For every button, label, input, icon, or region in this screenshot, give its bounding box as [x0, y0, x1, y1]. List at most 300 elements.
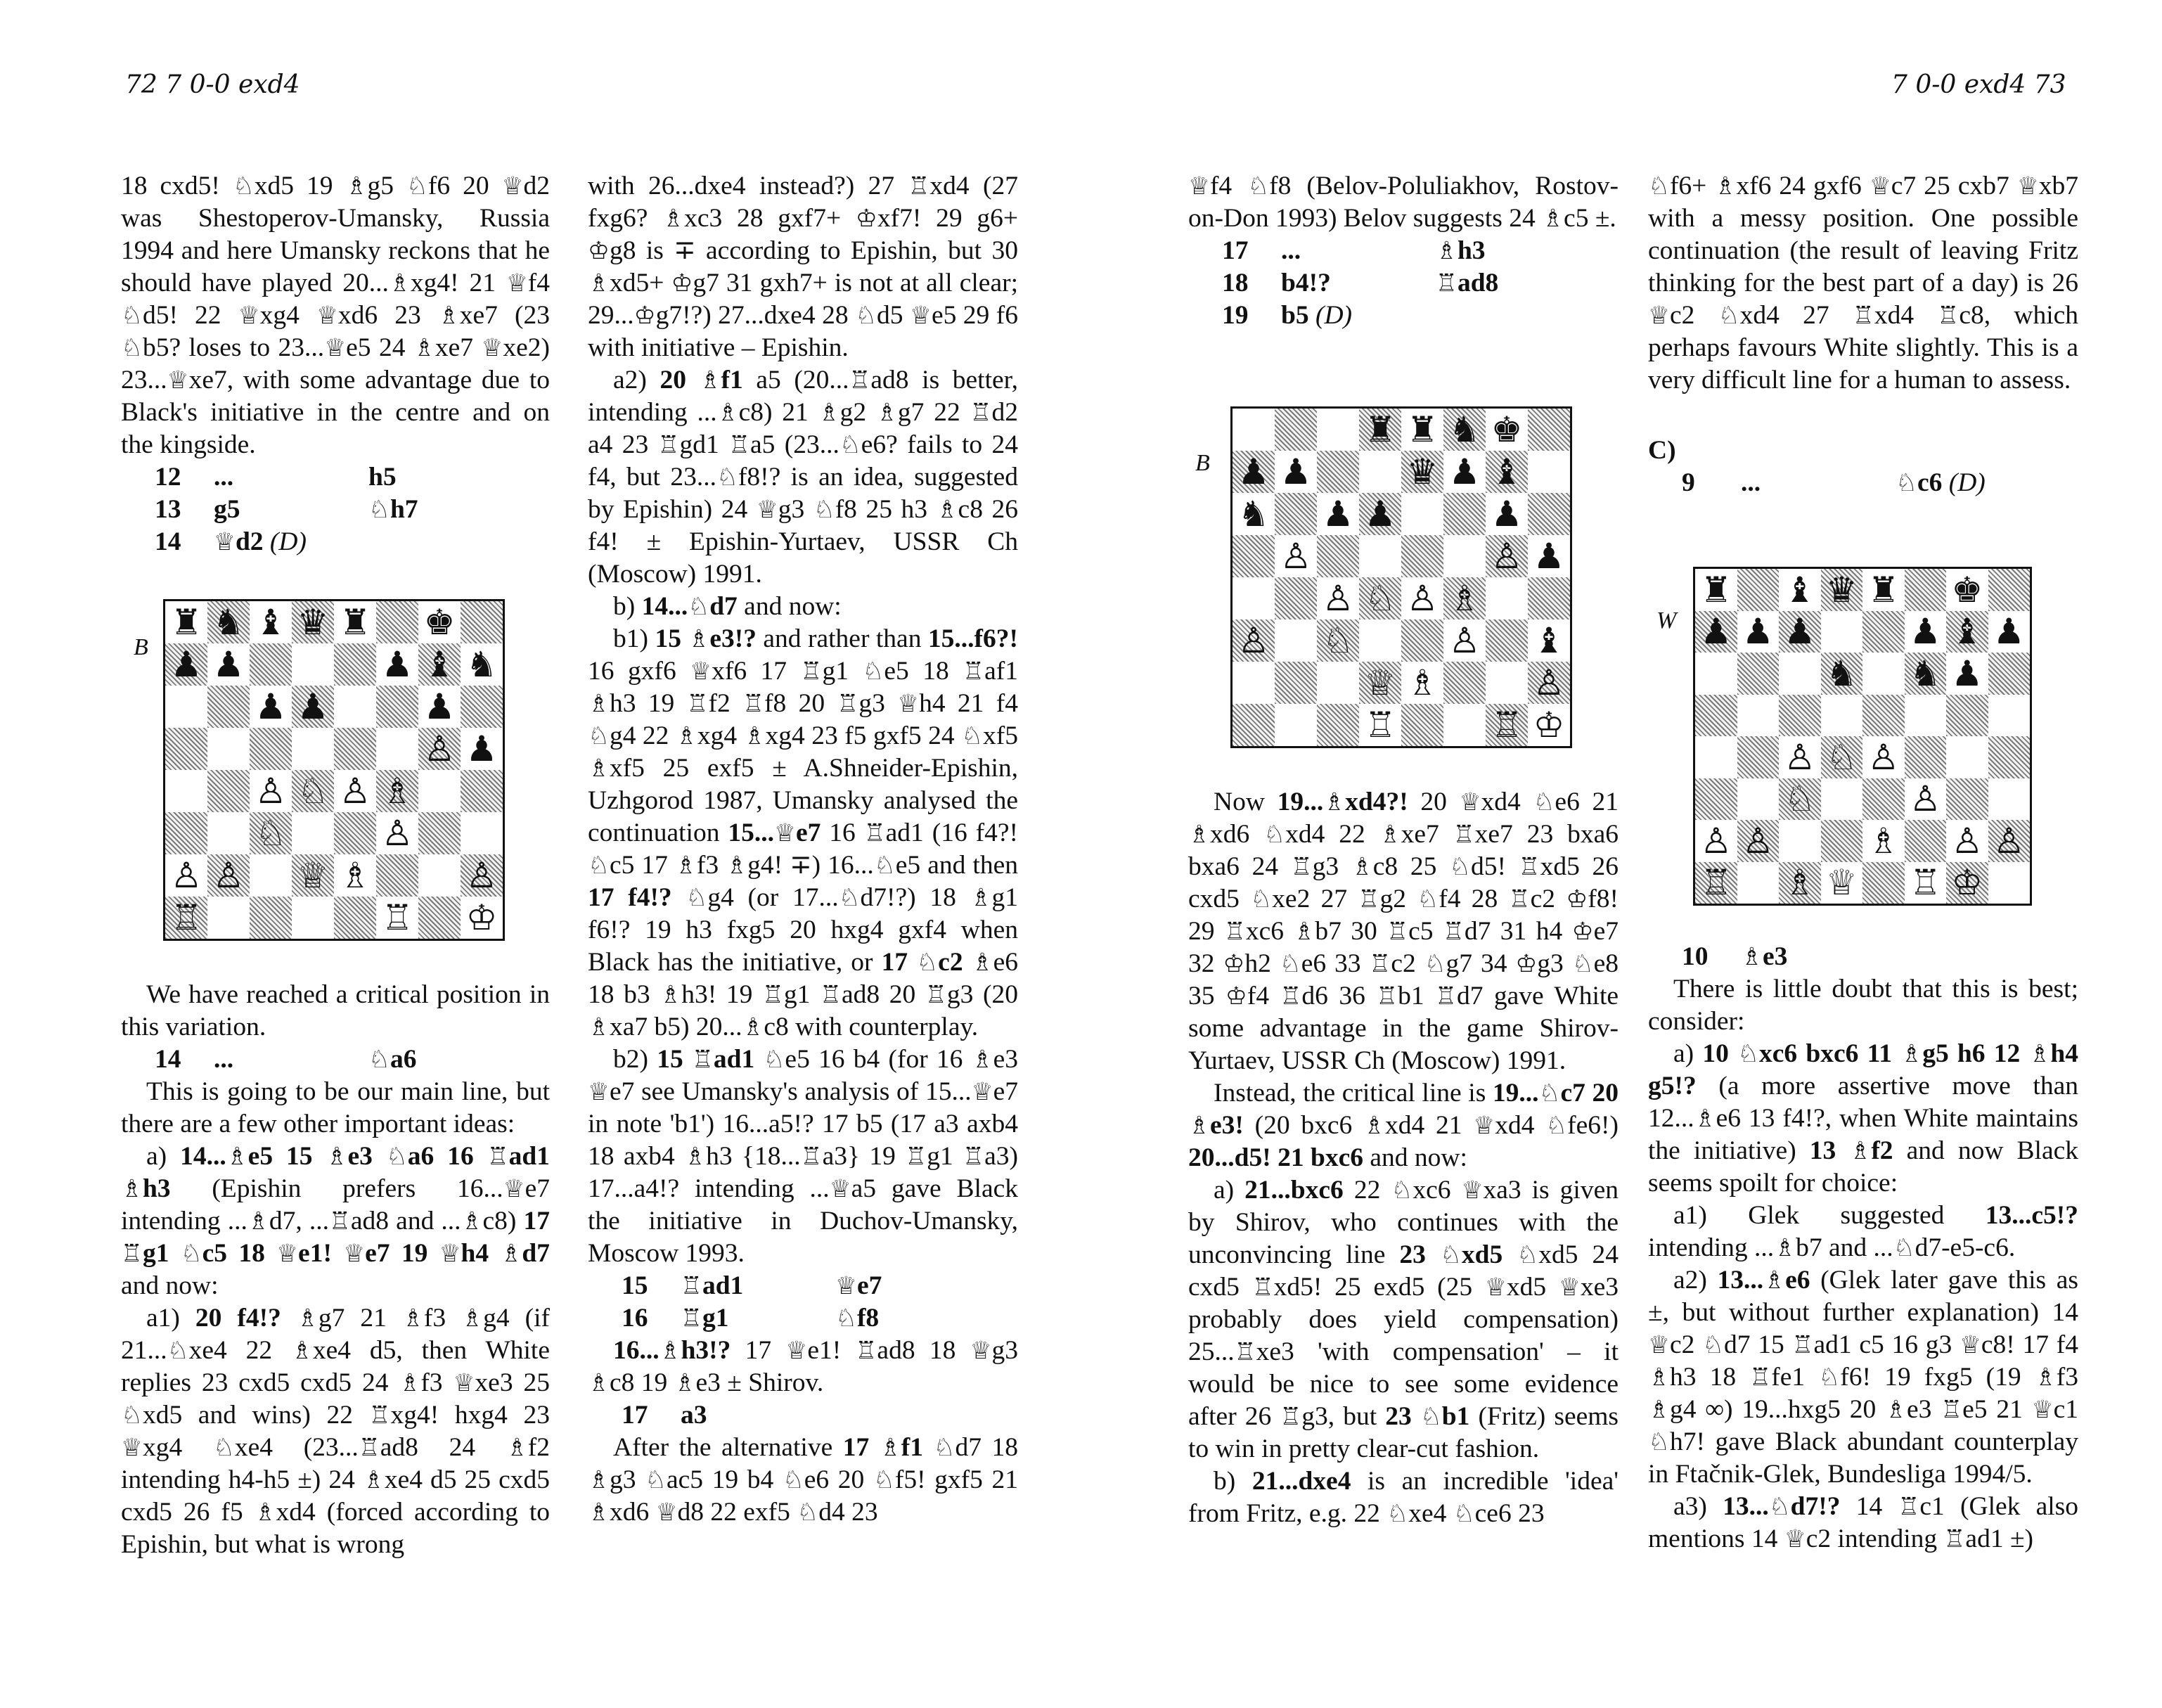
black-queen-icon: ♛ [1825, 569, 1858, 610]
paragraph: a1) Glek suggested 13...c5!? intending ...♗b7 and ...♘d7-e5-c6. [1648, 1201, 2078, 1262]
paragraph: This is going to be our main line, but there are a few other important ideas: [121, 1077, 550, 1138]
paragraph: a) 14...♗e5 15 ♗e3 ♘a6 16 ♖ad1 ♗h3 (Epishin prefers 16...♕e7 intending ...♗d7, ...♖ad8 and ...♗c8) 17 ♖g1 ♘c5 18 ♕e1! ♕e7 19 ♕h4 ♗d7 and now: [121, 1142, 551, 1300]
white-pawn-icon: ♙ [1909, 778, 1941, 820]
column-2-text [588, 170, 1018, 1529]
board-square [250, 854, 292, 897]
white-pawn-icon: ♙ [465, 855, 498, 896]
paragraph: b) 14...♘d7 and now: [613, 592, 842, 621]
white-bishop-icon: ♗ [1406, 662, 1439, 703]
board-square [1946, 820, 1988, 862]
board-square [1946, 778, 1988, 821]
board-square [1401, 619, 1443, 662]
white-bishop-icon: ♗ [1448, 578, 1481, 619]
board-square [1443, 493, 1486, 535]
white-rook-icon: ♖ [1700, 862, 1732, 904]
right-column-4 [1648, 170, 2078, 499]
white-pawn-icon: ♙ [1993, 820, 2025, 861]
board-square [1443, 451, 1486, 493]
board-square [1905, 611, 1947, 653]
board-square [1821, 862, 1863, 904]
column-1-moves [121, 461, 550, 558]
black-pawn-icon: ♟ [1448, 451, 1481, 492]
black-knight-icon: ♞ [1909, 653, 1941, 694]
board-square [207, 643, 250, 686]
board-square [376, 897, 418, 939]
board-square [418, 897, 461, 939]
black-king-icon: ♚ [1951, 569, 1983, 610]
white-pawn-icon: ♙ [1867, 736, 1900, 778]
column-3-moves [1188, 235, 1619, 332]
board-square [1401, 662, 1443, 704]
board-square [1233, 662, 1275, 704]
paragraph: a) 21...bxc6 22 ♘xc6 ♕xa3 is given by Shirov, who continues with the unconvincing line 23 ♘xd5 ♘xd5 24 cxd5 ♖xd5! 25 exd5 (25 ♕xd5 ♕xe3 probably does yield compensation) 25...♖xe3 'with compensation' – it would be nice to see some evidence after 26 ♖g3, but 23 ♘b1 (Fritz) seems to win in pretty clear-cut fashion. [1188, 1176, 1619, 1463]
chessboard-1 [163, 599, 505, 941]
board-square [418, 770, 461, 812]
left-running-header: 72 7 0-0 exd4 [125, 70, 300, 99]
chessboard-3 [1693, 567, 2032, 906]
board-square [292, 897, 334, 939]
board-square [1233, 577, 1275, 619]
column-4-moves [1648, 467, 2078, 499]
board-square [1779, 778, 1821, 821]
white-rook-icon: ♖ [381, 897, 413, 938]
board-square [1737, 862, 1780, 904]
white-rook-icon: ♖ [170, 897, 202, 938]
board-square [334, 812, 376, 854]
board-square [1779, 820, 1821, 862]
board-square [1401, 577, 1443, 619]
board-square [334, 897, 376, 939]
move-line: 12 ... h5 [155, 463, 397, 492]
board-square [207, 897, 250, 939]
diagram-1 [134, 599, 505, 941]
black-pawn-icon: ♟ [212, 644, 245, 685]
board-square [334, 728, 376, 770]
board-square [1737, 611, 1780, 653]
black-pawn-icon: ♟ [1742, 611, 1774, 653]
board-square [461, 854, 503, 897]
board-square [1737, 820, 1780, 862]
board-square [334, 854, 376, 897]
diagram-1-side-to-move: B [134, 634, 148, 660]
board-square [1443, 662, 1486, 704]
white-pawn-icon: ♙ [1533, 662, 1565, 703]
white-knight-icon: ♘ [297, 771, 329, 811]
board-square [1317, 535, 1359, 577]
board-square [334, 686, 376, 728]
black-rook-icon: ♜ [1406, 409, 1439, 450]
column-1-text-bottom [121, 979, 550, 1561]
black-rook-icon: ♜ [339, 602, 371, 643]
board-square [165, 643, 207, 686]
black-pawn-icon: ♟ [297, 686, 329, 727]
white-king-icon: ♔ [1951, 862, 1983, 904]
black-bishop-icon: ♝ [1784, 569, 1816, 610]
paragraph: There is little doubt that this is best; consider: [1648, 975, 2078, 1036]
board-square [1695, 820, 1737, 862]
black-bishop-icon: ♝ [1491, 451, 1523, 492]
board-square [1946, 695, 1988, 737]
board-square [1317, 493, 1359, 535]
white-bishop-icon: ♗ [1867, 820, 1900, 861]
board-square [1275, 535, 1317, 577]
black-pawn-icon: ♟ [465, 728, 498, 769]
black-pawn-icon: ♟ [255, 686, 287, 727]
board-square [1275, 662, 1317, 704]
board-square [1317, 704, 1359, 746]
board-square [1317, 409, 1359, 451]
board-square [334, 601, 376, 643]
board-square [1486, 409, 1528, 451]
board-square [1528, 577, 1570, 619]
board-square [1486, 577, 1528, 619]
board-square [1988, 653, 2031, 695]
board-square [1988, 820, 2031, 862]
board-square [1528, 493, 1570, 535]
column-3-text-bottom [1188, 786, 1619, 1530]
diagram-3-side-to-move: W [1656, 608, 1677, 634]
left-column-2 [588, 170, 1018, 1529]
board-square [165, 728, 207, 770]
board-square [1317, 577, 1359, 619]
board-square [1988, 569, 2031, 611]
black-bishop-icon: ♝ [1951, 611, 1983, 653]
white-pawn-icon: ♙ [423, 728, 456, 769]
board-square [1905, 736, 1947, 778]
board-square [250, 812, 292, 854]
white-knight-icon: ♘ [255, 813, 287, 854]
white-queen-icon: ♕ [1825, 862, 1858, 904]
board-square [165, 812, 207, 854]
board-square [1862, 736, 1905, 778]
board-square [1486, 619, 1528, 662]
board-square [1779, 611, 1821, 653]
board-square [1695, 569, 1737, 611]
left-column-1 [121, 170, 550, 558]
white-rook-icon: ♖ [1491, 705, 1523, 745]
board-square [1988, 695, 2031, 737]
paragraph: We have reached a critical position in this variation. [121, 980, 550, 1041]
white-pawn-icon: ♙ [1784, 736, 1816, 778]
white-pawn-icon: ♙ [170, 855, 202, 896]
diagram-2 [1195, 406, 1572, 748]
board-square [292, 812, 334, 854]
black-rook-icon: ♜ [170, 602, 202, 643]
board-square [1779, 695, 1821, 737]
left-column-1-lower [121, 979, 550, 1561]
board-square [334, 643, 376, 686]
board-square [1946, 862, 1988, 904]
board-square [1821, 778, 1863, 821]
board-square [1528, 704, 1570, 746]
board-square [250, 686, 292, 728]
board-square [250, 728, 292, 770]
black-pawn-icon: ♟ [1322, 494, 1354, 534]
board-square [376, 728, 418, 770]
board-square [292, 770, 334, 812]
white-pawn-icon: ♙ [1491, 536, 1523, 577]
paragraph: ♘f6+ ♗xf6 24 gxf6 ♕c7 25 cxb7 ♕xb7 with a messy position. One possible continuation (the result of leaving Fritz thinking for the best part of a day) is 26 ♕c2 ♘xd4 27 ♖xd4 ♖c8, which perhaps favours White slightly. This is a very difficult line for a human to assess. [1648, 172, 2079, 394]
board-square [1275, 577, 1317, 619]
paragraph: Instead, the critical line is 19...♘c7 20 ♗e3! (20 bxc6 ♗xd4 21 ♕xd4 ♘fe6!) 20...d5! 21 bxc6 and now: [1188, 1079, 1619, 1172]
board-square [1779, 569, 1821, 611]
white-rook-icon: ♖ [1909, 862, 1941, 904]
board-square [1737, 778, 1780, 821]
paragraph: After the alternative 17 ♗f1 ♘d7 18 ♗g3 ♘ac5 19 b4 ♘e6 20 ♘f5! gxf5 21 ♗xd6 ♕d8 22 exf5 ♘d4 23 [588, 1433, 1018, 1527]
move-line: 18 b4!? ♖ad8 [1222, 269, 1499, 297]
board-square [376, 643, 418, 686]
board-square [1233, 493, 1275, 535]
black-rook-icon: ♜ [1364, 409, 1396, 450]
black-pawn-icon: ♟ [1700, 611, 1732, 653]
white-pawn-icon: ♙ [339, 771, 371, 811]
board-square [1359, 535, 1401, 577]
board-square [1905, 569, 1947, 611]
black-bishop-icon: ♝ [255, 602, 287, 643]
board-square [1528, 535, 1570, 577]
board-square [1862, 695, 1905, 737]
board-square [1443, 409, 1486, 451]
paragraph: b2) 15 ♖ad1 ♘e5 16 b4 (for 16 ♗e3 ♕e7 see Umansky's analysis of 15...♕e7 in note 'b1') 16...a5!? 17 b5 (17 a3 axb4 18 axb4 ♗h3 {18...♖a3} 19 ♖g1 ♖a3) 17...a4!? intending ...♕a5 gave Black the initiative in Duchov-Umansky, Moscow 1993. [588, 1045, 1019, 1268]
black-pawn-icon: ♟ [1784, 611, 1816, 653]
board-square [376, 770, 418, 812]
board-square [1905, 653, 1947, 695]
board-square [292, 601, 334, 643]
paragraph: ♕f4 ♘f8 (Belov-Poluliakhov, Rostov-on-Don 1993) Belov suggests 24 ♗c5 ±. [1188, 172, 1619, 233]
black-bishop-icon: ♝ [423, 644, 456, 685]
board-square [1988, 778, 2031, 821]
board-square [1275, 619, 1317, 662]
board-square [1821, 736, 1863, 778]
board-square [207, 854, 250, 897]
board-square [1695, 778, 1737, 821]
board-square [1233, 704, 1275, 746]
board-square [1988, 736, 2031, 778]
board-square [1233, 451, 1275, 493]
black-king-icon: ♚ [423, 602, 456, 643]
board-square [165, 897, 207, 939]
paragraph: a2) 20 ♗f1 a5 (20...♖ad8 is better, intending ...♗c8) 21 ♗g2 ♗g7 22 ♖d2 a4 23 ♖gd1 ♖a5 (23...♘e6? fails to 24 f4, but 23...♘f8!? is an idea, suggested by Epishin) 24 ♕g3 ♘f8 25 h3 ♗c8 26 f4! ± Epishin-Yurtaev, USSR Ch (Moscow) 1991. [588, 366, 1019, 589]
move-line: 17 a3 [622, 1401, 707, 1430]
board-square [1695, 653, 1737, 695]
paragraph: with 26...dxe4 instead?) 27 ♖xd4 (27 fxg6? ♗xc3 28 gxf7+ ♔xf7! 29 g6+ ♔g8 is ∓ according to Epishin, but 30 ♗xd5+ ♔g7 31 gxh7+ is not at all clear; 29...♔g7!?) 27...dxe4 28 ♘d5 ♕e5 29 f6 with initiative – Epishin. [588, 172, 1019, 362]
board-square [1359, 704, 1401, 746]
move-line: 16 ♖g1 ♘f8 [622, 1304, 880, 1333]
move-line: 10 ♗e3 [1682, 942, 1788, 971]
board-square [1821, 695, 1863, 737]
board-square [1359, 662, 1401, 704]
black-pawn-icon: ♟ [170, 644, 202, 685]
board-square [334, 770, 376, 812]
move-line: 14 ... ♘a6 [155, 1045, 417, 1074]
white-king-icon: ♔ [465, 897, 498, 938]
right-column-3-lower [1188, 786, 1619, 1530]
white-queen-icon: ♕ [297, 855, 329, 896]
white-knight-icon: ♘ [1784, 778, 1816, 820]
black-rook-icon: ♜ [1700, 569, 1732, 610]
black-pawn-icon: ♟ [1237, 451, 1270, 492]
board-square [1779, 736, 1821, 778]
column-1-text-top [121, 170, 550, 461]
board-square [1862, 653, 1905, 695]
board-square [1528, 451, 1570, 493]
board-square [1862, 611, 1905, 653]
right-column-3 [1188, 170, 1619, 332]
board-square [461, 812, 503, 854]
board-square [1233, 535, 1275, 577]
black-pawn-icon: ♟ [1533, 536, 1565, 577]
board-square [1821, 820, 1863, 862]
board-square [418, 854, 461, 897]
board-square [1401, 535, 1443, 577]
black-pawn-icon: ♟ [1909, 611, 1941, 653]
board-square [207, 770, 250, 812]
white-pawn-icon: ♙ [1322, 578, 1354, 619]
white-pawn-icon: ♙ [1448, 620, 1481, 661]
board-square [250, 601, 292, 643]
black-pawn-icon: ♟ [1364, 494, 1396, 534]
board-square [1905, 778, 1947, 821]
white-pawn-icon: ♙ [1237, 620, 1270, 661]
white-pawn-icon: ♙ [1280, 536, 1312, 577]
board-square [165, 686, 207, 728]
board-square [250, 643, 292, 686]
white-bishop-icon: ♗ [381, 771, 413, 811]
board-square [1946, 653, 1988, 695]
board-square [461, 897, 503, 939]
board-square [1695, 695, 1737, 737]
black-pawn-icon: ♟ [423, 686, 456, 727]
white-pawn-icon: ♙ [255, 771, 287, 811]
board-square [1359, 451, 1401, 493]
white-pawn-icon: ♙ [1742, 820, 1774, 861]
white-knight-icon: ♘ [1825, 736, 1858, 778]
board-square [1443, 535, 1486, 577]
board-square [461, 686, 503, 728]
paragraph: a3) 13...♘d7!? 14 ♖c1 (Glek also mentions 14 ♕c2 intending ♖ad1 ±) [1648, 1492, 2079, 1553]
board-square [376, 854, 418, 897]
board-square [1779, 653, 1821, 695]
board-square [1862, 820, 1905, 862]
board-square [376, 601, 418, 643]
black-rook-icon: ♜ [1867, 569, 1900, 610]
white-bishop-icon: ♗ [1784, 862, 1816, 904]
move-line: 9 ... ♘c6 (D) [1682, 468, 1986, 497]
board-square [207, 601, 250, 643]
board-square [1946, 569, 1988, 611]
black-pawn-icon: ♟ [381, 644, 413, 685]
board-square [1317, 619, 1359, 662]
board-square [1486, 704, 1528, 746]
black-pawn-icon: ♟ [1993, 611, 2025, 653]
board-square [250, 770, 292, 812]
board-square [165, 770, 207, 812]
board-square [1737, 653, 1780, 695]
board-square [1821, 653, 1863, 695]
column-4-text-bottom [1648, 941, 2078, 1555]
board-square [1359, 577, 1401, 619]
board-square [1275, 493, 1317, 535]
black-pawn-icon: ♟ [1951, 653, 1983, 694]
board-square [1862, 862, 1905, 904]
white-pawn-icon: ♙ [1406, 578, 1439, 619]
board-square [1275, 409, 1317, 451]
board-square [1779, 862, 1821, 904]
paragraph: a) 10 ♘xc6 bxc6 11 ♗g5 h6 12 ♗h4 g5!? (a more assertive move than 12...♗e6 13 f4!?, when White maintains the initiative) 13 ♗f2 and now Black seems spoilt for choice: [1648, 1039, 2079, 1197]
board-square [1988, 611, 2031, 653]
white-pawn-icon: ♙ [1700, 820, 1732, 861]
board-square [165, 854, 207, 897]
board-square [1359, 409, 1401, 451]
board-square [292, 854, 334, 897]
board-square [1862, 778, 1905, 821]
board-square [1486, 451, 1528, 493]
board-square [207, 728, 250, 770]
black-bishop-icon: ♝ [1533, 620, 1565, 661]
board-square [1988, 862, 2031, 904]
right-column-4-lower [1648, 941, 2078, 1555]
paragraph: Now 19...♗xd4?! 20 ♕xd4 ♘e6 21 ♗xd6 ♘xd4 22 ♗xe7 ♖xe7 23 bxa6 bxa6 24 ♖g3 ♗c8 25 ♘d5! ♖xd5 26 cxd5 ♘xe2 27 ♖g2 ♘f4 28 ♖c2 ♔f8! 29 ♖xc6 ♗b7 30 ♖c5 ♖d7 31 h4 ♔e7 32 ♔h2 ♘e6 33 ♖c2 ♘g7 34 ♔g3 ♘e8 35 ♔f4 ♖d6 36 ♖b1 ♖d7 gave White some advantage in the game Shirov-Yurtaev, USSR Ch (Moscow) 1991. [1188, 788, 1619, 1075]
board-square [418, 643, 461, 686]
white-queen-icon: ♕ [1364, 662, 1396, 703]
board-square [418, 686, 461, 728]
diagram-3 [1656, 567, 2032, 906]
board-square [1401, 409, 1443, 451]
move-line: 14 ♕d2 (D) [155, 527, 307, 556]
board-square [1695, 611, 1737, 653]
black-knight-icon: ♞ [465, 644, 498, 685]
board-square [165, 601, 207, 643]
paragraph: a2) 13...♗e6 (Glek later gave this as ±, but without further explanation) 14 ♕c2 ♘d7 15 ♖ad1 c5 16 g3 ♕c8! 17 f4 ♗h3 18 ♖fe1 ♘f6! 19 fxg5 (19 ♗f3 ♗g4 ∞) 19...hxg5 20 ♗e3 ♖e5 21 ♕c1 ♘h7! gave Black abundant counterplay in Ftačnik-Glek, Bundesliga 1994/5. [1648, 1266, 2079, 1489]
board-square [250, 897, 292, 939]
white-knight-icon: ♘ [1364, 578, 1396, 619]
white-rook-icon: ♖ [1364, 705, 1396, 745]
board-square [1317, 662, 1359, 704]
board-square [1905, 695, 1947, 737]
paragraph: b1) 15 ♗e3!? and rather than 15...f6?! 16 gxf6 ♕xf6 17 ♖g1 ♘e5 18 ♖af1 ♗h3 19 ♖f2 ♖f8 20 ♖g3 ♕h4 21 f4 ♘g4 22 ♗xg4 ♗xg4 23 f5 gxf5 24 ♘xf5 ♗xf5 25 exf5 ± A.Shneider-Epishin, Uzhgorod 1987, Umansky analysed the continuation 15...♕e7 16 ♖ad1 (16 f4?! ♘c5 17 ♗f3 ♗g4! ∓) 16...♘e5 and then 17 f4!? ♘g4 (or 17...♘d7!?) 18 ♗g1 f6!? 19 h3 fxg5 20 hxg4 gxf4 when Black has the initiative, or 17 ♘c2 ♗e6 18 b3 ♗h3! 19 ♖g1 ♖ad8 20 ♖g3 (20 ♗xa7 b5) 20...♗c8 with counterplay. [588, 624, 1019, 1041]
black-pawn-icon: ♟ [1280, 451, 1312, 492]
board-square [1528, 619, 1570, 662]
board-square [461, 770, 503, 812]
black-knight-icon: ♞ [1825, 653, 1858, 694]
board-square [1443, 619, 1486, 662]
board-square [1275, 451, 1317, 493]
black-queen-icon: ♛ [1406, 451, 1439, 492]
board-square [1821, 569, 1863, 611]
board-square [1905, 820, 1947, 862]
paragraph: a1) 20 f4!? ♗g7 21 ♗f3 ♗g4 (if 21...♘xe4 22 ♗xe4 d5, then White replies 23 cxd5 cxd5 24 ♗f3 ♕xe3 25 ♘xd5 and wins) 22 ♖xg4! hxg4 23 ♕xg4 ♘xe4 (23...♖ad8 24 ♗f2 intending h4-h5 ±) 24 ♗xe4 d5 25 cxd5 cxd5 26 f5 ♗xd4 (forced according to Epishin, but what is wrong [121, 1304, 550, 1559]
board-square [418, 728, 461, 770]
chessboard-2 [1230, 406, 1572, 748]
column-4-text-top [1648, 170, 2078, 397]
black-knight-icon: ♞ [1237, 494, 1270, 534]
move-line: 13 g5 ♘h7 [155, 495, 418, 524]
board-square [1737, 695, 1780, 737]
white-pawn-icon: ♙ [212, 855, 245, 896]
board-square [1401, 704, 1443, 746]
board-square [1695, 736, 1737, 778]
board-square [461, 601, 503, 643]
board-square [1946, 736, 1988, 778]
paragraph: 18 cxd5! ♘xd5 19 ♗g5 ♘f6 20 ♕d2 was Shestoperov-Umansky, Russia 1994 and here Umansky reckons that he should have played 20...♗xg4! 21 ♕f4 ♘d5! 22 ♕xg4 ♕xd6 23 ♗xe7 (23 ♘b5? loses to 23...♕e5 24 ♗xe7 ♕xe2) 23...♕xe7, with some advantage due to Black's initiative in the centre and on the kingside. [121, 172, 550, 459]
board-square [418, 601, 461, 643]
board-square [292, 686, 334, 728]
board-square [376, 812, 418, 854]
move-line: 17 ... ♗h3 [1222, 236, 1486, 265]
black-pawn-icon: ♟ [1491, 494, 1523, 534]
board-square [1275, 704, 1317, 746]
board-square [207, 686, 250, 728]
